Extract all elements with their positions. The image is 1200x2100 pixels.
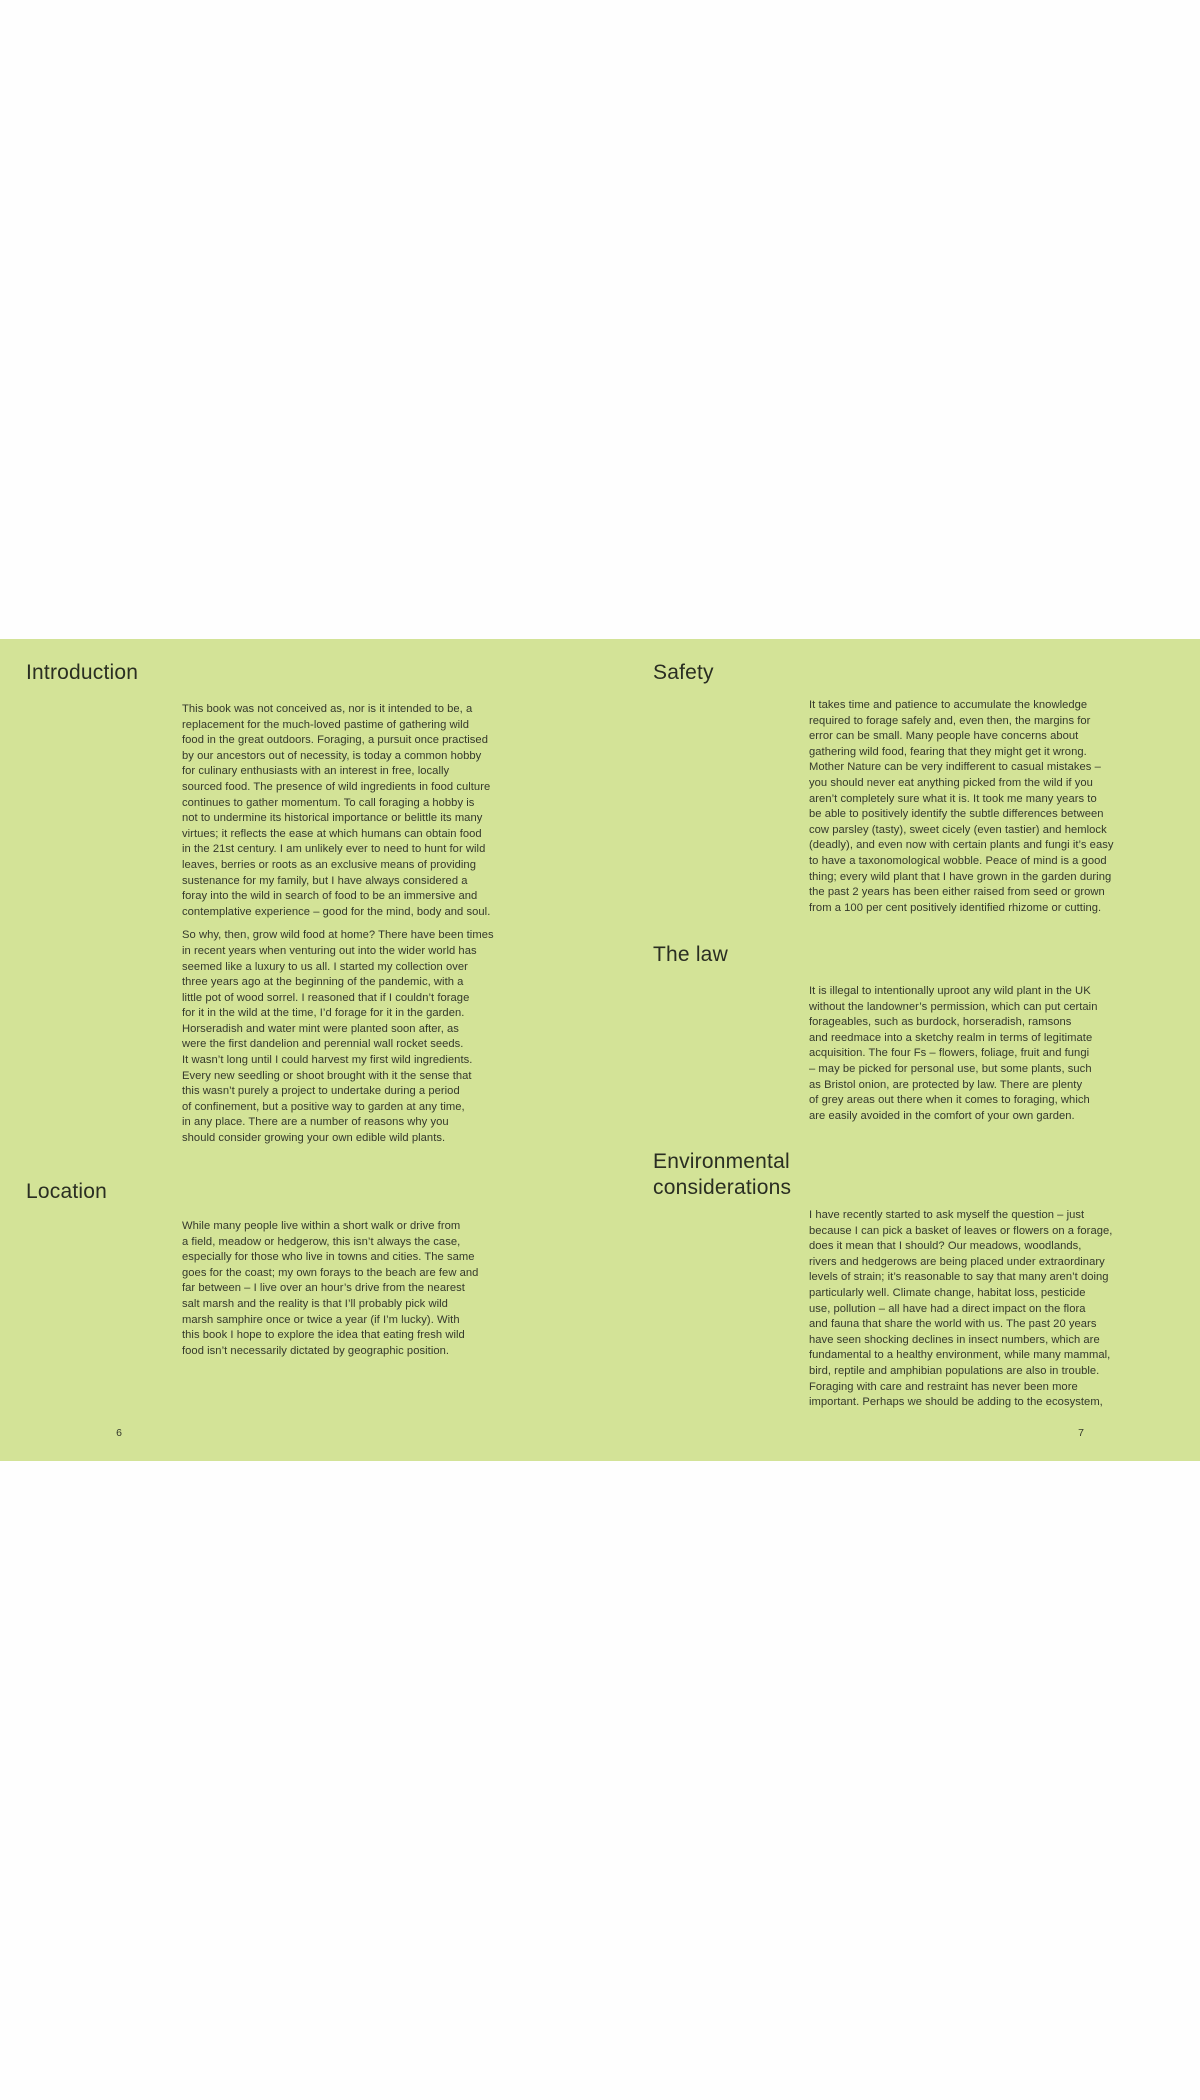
- paragraph: While many people live within a short walk or drive from a field, meadow or hedgerow, this isn’t always the case, especially for those who live in towns and cities. The same goes for the coast; my own forays to the beach are few and far between – I live over an hour’s drive from the nearest salt marsh and the reality is that I’ll probably pick wild marsh samphire once or twice a year (if I’m lucky). With this book I hope to explore the idea that eating fresh wild food isn’t necessarily dictated by geographic position.: [182, 1220, 479, 1357]
- section-body-safety: [809, 698, 1189, 916]
- section-body-the-law: [809, 984, 1189, 1124]
- paragraph: I have recently started to ask myself the question – just because I can pick a basket of leaves or flowers on a forage, does it mean that I should? Our meadows, woodlands, rivers and hedgerows are being placed under extraordinary levels of strain; it’s reasonable to say that many aren’t doing particularly well. Climate change, habitat loss, pesticide use, pollution – all have had a direct impact on the flora and fauna that share the world with us. The past 20 years have seen shocking declines in insect numbers, which are fundamental to a healthy environment, while many mammal, bird, reptile and amphibian populations are also in trouble. Foraging with care and restraint has never been more important. Perhaps we should be adding to the ecosystem,: [809, 1209, 1113, 1409]
- paragraph: So why, then, grow wild food at home? There have been times in recent years when venturing out into the wider world has seemed like a luxury to us all. I started my collection over three years ago at the beginning of the pandemic, with a little pot of wood sorrel. I reasoned that if I couldn’t forage for it in the wild at the time, I’d forage for it in the garden. Horseradish and water mint were planted soon after, as were the first dandelion and perennial wall rocket seeds. It wasn’t long until I could harvest my first wild ingredients. Every new seedling or shoot brought with it the sense that this wasn’t purely a project to undertake during a period of confinement, but a positive way to garden at any time, in any place. There are a number of reasons why you should consider growing your own edible wild plants.: [182, 929, 494, 1145]
- page-number-left: 6: [116, 1427, 122, 1439]
- section-body-environmental-considerations: [809, 1208, 1189, 1411]
- paragraph: It takes time and patience to accumulate the knowledge required to forage safely and, even then, the margins for error can be small. Many people have concerns about gathering wild food, fearing that they might get it wrong. Mother Nature can be very indifferent to casual mistakes – you should never eat anything picked from the wild if you aren’t completely sure what it is. It took me many years to be able to positively identify the subtle differences between cow parsley (tasty), sweet cicely (even tastier) and hemlock (deadly), and even now with certain plants and fungi it’s easy to have a taxonomological wobble. Peace of mind is a good thing; every wild plant that I have grown in the garden during the past 2 years has been either raised from seed or grown from a 100 per cent positively identified rhizome or cutting.: [809, 699, 1114, 914]
- paragraph: This book was not conceived as, nor is it intended to be, a replacement for the much-loved pastime of gathering wild food in the great outdoors. Foraging, a pursuit once practised by our ancestors out of necessity, is today a common hobby for culinary enthusiasts with an interest in free, locally sourced food. The presence of wild ingredients in food culture continues to gather momentum. To call foraging a hobby is not to undermine its historical importance or belittle its many virtues; it reflects the ease at which humans can obtain food in the 21st century. I am unlikely ever to need to hunt for wild leaves, berries or roots as an exclusive means of providing sustenance for my family, but I have always considered a foray into the wild in search of food to be an immersive and contemplative experience – good for the mind, body and soul.: [182, 703, 491, 918]
- section-heading-location: Location: [26, 1180, 107, 1203]
- page-number-right: 7: [1078, 1427, 1084, 1439]
- section-heading-environmental-considerations: Environmental considerations: [653, 1150, 792, 1199]
- right-page: [600, 639, 1200, 1461]
- section-heading-safety: Safety: [653, 661, 714, 684]
- paragraph: It is illegal to intentionally uproot any wild plant in the UK without the landowner’s permission, which can put certain forageables, such as burdock, horseradish, ramsons and reedmace into a sketchy realm in terms of legitimate acquisition. The four Fs – flowers, foliage, fruit and fungi – may be picked for personal use, but some plants, such as Bristol onion, are protected by law. There are plenty of grey areas out there when it comes to foraging, which are easily avoided in the comfort of your own garden.: [809, 985, 1098, 1122]
- section-body-location: [182, 1219, 582, 1359]
- section-body-introduction: [182, 702, 582, 1147]
- section-heading-the-law: The law: [653, 943, 728, 966]
- book-spread: [0, 639, 1200, 1461]
- section-heading-introduction: Introduction: [26, 661, 139, 684]
- left-page: [0, 639, 600, 1461]
